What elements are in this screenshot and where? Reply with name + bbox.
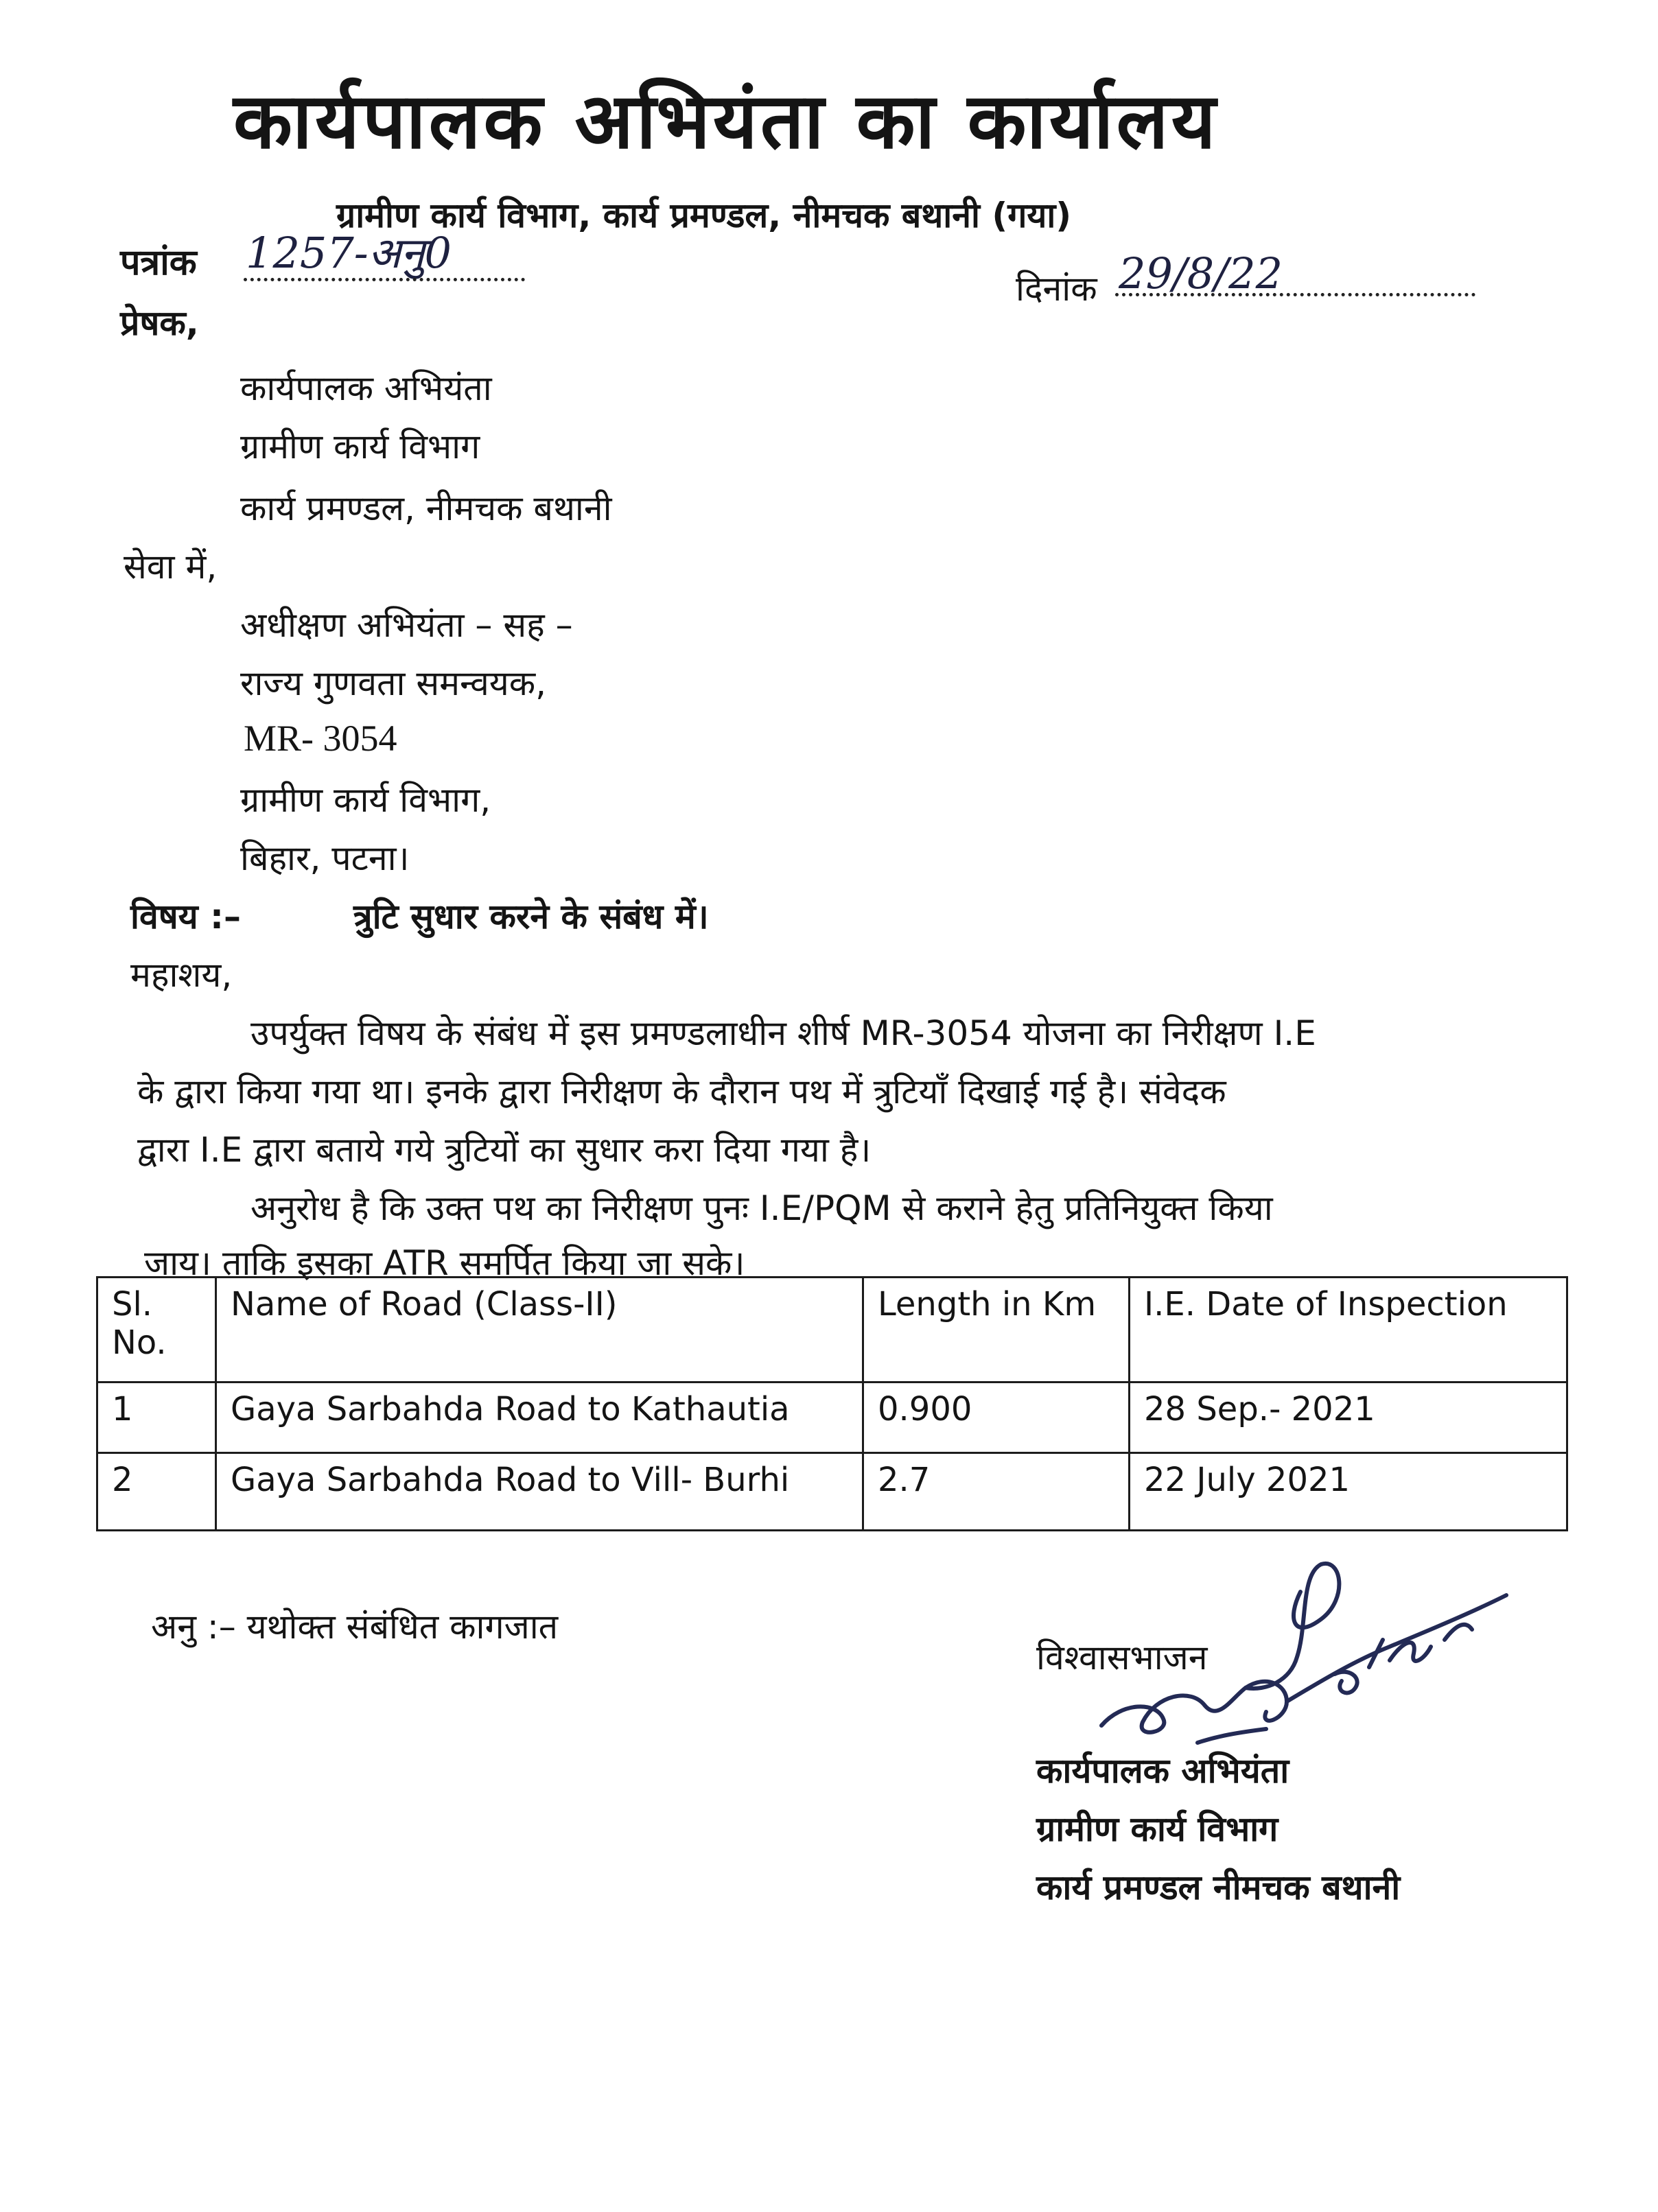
- sender-line: कार्यपालक अभियंता: [240, 368, 492, 408]
- table-cell: 2: [97, 1453, 216, 1531]
- sender-line: कार्य प्रमण्डल, नीमचक बथानी: [240, 489, 612, 528]
- date-label: दिनांक: [1016, 269, 1097, 309]
- handwritten-signature: [1060, 1537, 1513, 1791]
- sender-line: ग्रामीण कार्य विभाग: [240, 427, 480, 467]
- table-row: [97, 1453, 1567, 1531]
- date-dotted-line: [1115, 293, 1475, 296]
- office-subtitle: ग्रामीण कार्य विभाग, कार्य प्रमण्डल, नीमचक बथानी (गया): [336, 196, 1072, 235]
- table-header-cell: Length in Km: [863, 1278, 1130, 1382]
- signatory-line: कार्यपालक अभियंता: [1036, 1751, 1289, 1791]
- body-paragraph-line: के द्वारा किया गया था। इनके द्वारा निरीक्षण के दौरान पथ में त्रुटियाँ दिखाई गई है। संवेदक: [137, 1072, 1226, 1111]
- subject-label: विषय :–: [130, 897, 242, 937]
- recipient-line: MR- 3054: [244, 718, 397, 759]
- table-header-row: [97, 1278, 1567, 1382]
- signatory-line: ग्रामीण कार्य विभाग: [1036, 1809, 1278, 1849]
- sender-heading: प्रेषक,: [120, 303, 199, 343]
- reference-number: 1257-अनु0: [246, 228, 452, 278]
- table-cell: 1: [97, 1382, 216, 1453]
- recipient-line: बिहार, पटना।: [240, 838, 410, 878]
- valediction: विश्वासभाजन: [1036, 1638, 1208, 1678]
- reference-label-text: पत्रांक: [120, 242, 197, 283]
- signatory-line: कार्य प्रमण्डल नीमचक बथानी: [1036, 1868, 1401, 1907]
- table-header-cell: Sl. No.: [97, 1278, 216, 1382]
- office-title: कार्यपालक अभियंता का कार्यालय: [233, 77, 1219, 166]
- recipient-heading: सेवा में,: [124, 547, 218, 587]
- table-cell: 2.7: [863, 1453, 1130, 1531]
- table-cell: Gaya Sarbahda Road to Vill- Burhi: [216, 1453, 863, 1531]
- recipient-line: राज्य गुणवता समन्वयक,: [240, 663, 547, 703]
- roads-table: [96, 1276, 1568, 1531]
- table-header-cell: I.E. Date of Inspection: [1130, 1278, 1567, 1382]
- date-value: 29/8/22: [1119, 248, 1283, 298]
- recipient-line: अधीक्षण अभियंता – सह –: [240, 605, 573, 645]
- table-cell: 28 Sep.- 2021: [1130, 1382, 1567, 1453]
- table-cell: 0.900: [863, 1382, 1130, 1453]
- body-paragraph-line: अनुरोध है कि उक्त पथ का निरीक्षण पुनः I.E/PQM से कराने हेतु प्रतिनियुक्त किया: [250, 1188, 1273, 1228]
- subject-text: त्रुटि सुधार करने के संबंध में।: [353, 897, 709, 937]
- body-paragraph-line: उपर्युक्त विषय के संबंध में इस प्रमण्डलाधीन शीर्ष MR-3054 योजना का निरीक्षण I.E: [250, 1013, 1316, 1053]
- table-header-cell: Name of Road (Class-II): [216, 1278, 863, 1382]
- reference-dotted-line: [244, 278, 525, 281]
- table-row: [97, 1382, 1567, 1453]
- table-cell: Gaya Sarbahda Road to Kathautia: [216, 1382, 863, 1453]
- reference-label: [120, 237, 197, 285]
- body-paragraph-line: द्वारा I.E द्वारा बताये गये त्रुटियों का सुधार करा दिया गया है।: [137, 1130, 872, 1170]
- table-cell: 22 July 2021: [1130, 1453, 1567, 1531]
- enclosure-note: अनु :– यथोक्त संबंधित कागजात: [151, 1607, 559, 1647]
- body-paragraph-line: जाय। ताकि इसका ATR समर्पित किया जा सके।: [144, 1243, 745, 1283]
- salutation: महाशय,: [130, 955, 233, 995]
- recipient-line: ग्रामीण कार्य विभाग,: [240, 780, 491, 820]
